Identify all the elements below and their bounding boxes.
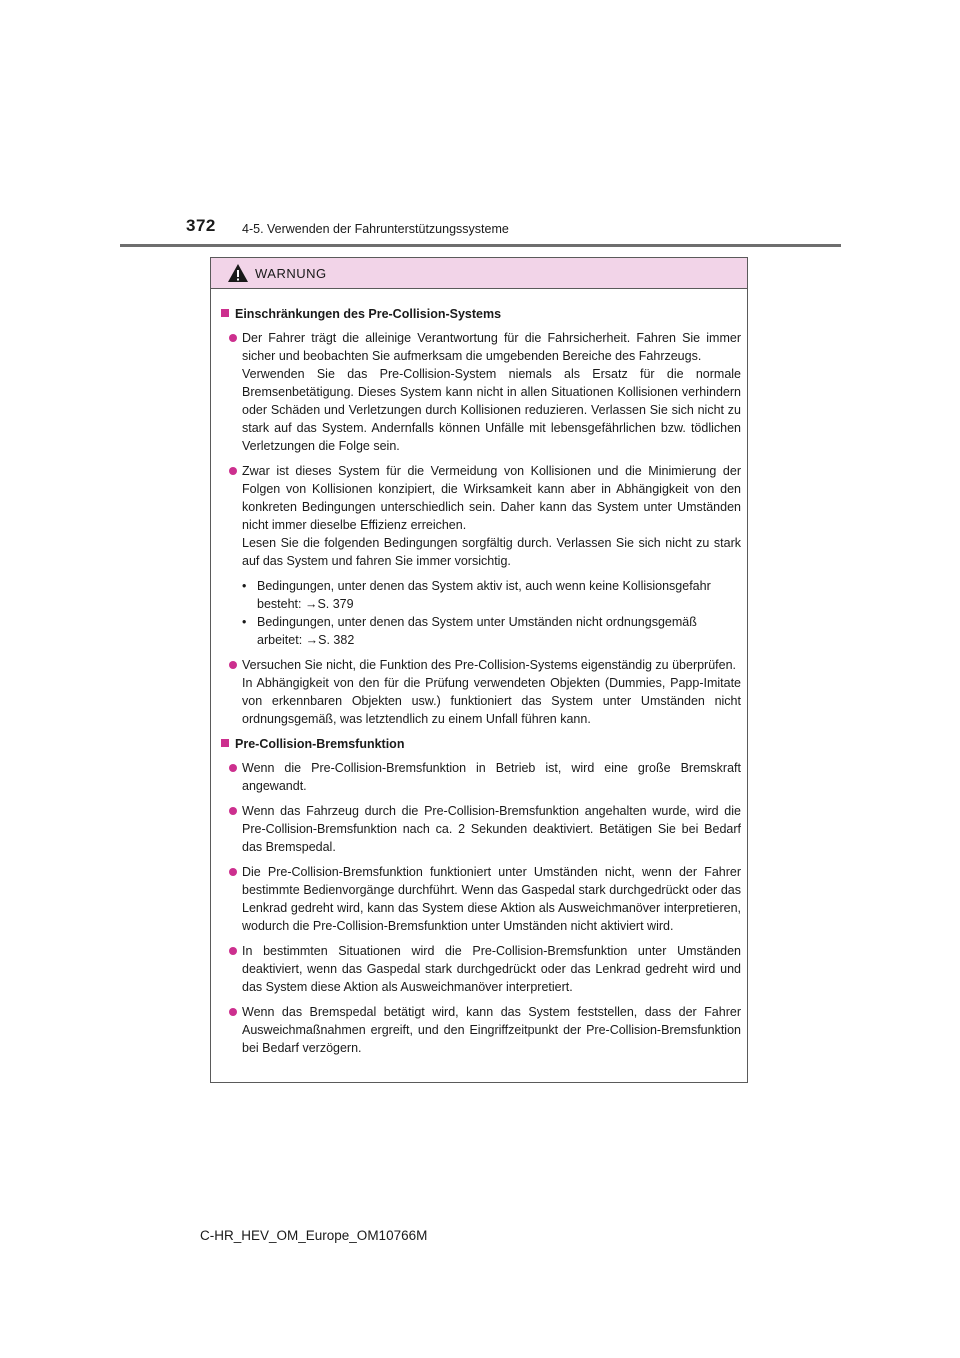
circle-bullet-icon bbox=[229, 807, 237, 815]
list-item bbox=[221, 802, 741, 856]
warning-body bbox=[211, 289, 747, 1057]
paragraph: Die Pre-Collision-Bremsfunktion funktioniert unter Umständen nicht, wenn der Fahrer bestimmte Bedienvorgänge durchführt. Wenn das Gaspedal stark durchgedrückt oder das Lenkrad gedreht wird, kann das System diese Aktion als Ausweichmanöver interpretieren, wodurch die Pre-Collision-Bremsfunktion unter Umständen nicht aktiviert wird. bbox=[242, 865, 741, 933]
circle-bullet-icon bbox=[229, 868, 237, 876]
chapter-title: 4-5. Verwenden der Fahrunterstützungssysteme bbox=[242, 222, 509, 236]
square-bullet-icon bbox=[221, 739, 229, 747]
header-divider bbox=[120, 244, 841, 247]
list-item bbox=[221, 1003, 741, 1057]
sub-list-item bbox=[221, 577, 741, 613]
warning-title: WARNUNG bbox=[255, 265, 327, 281]
section-heading-text: Einschränkungen des Pre-Collision-Systems bbox=[235, 307, 502, 321]
small-bullet-icon: • bbox=[242, 615, 247, 629]
paragraph: Zwar ist dieses System für die Vermeidung von Kollisionen und die Minimierung der Folgen von Kollisionen konzipiert, die Wirksamkeit kann aber in Abhängigkeit von den konkreten Bedingungen unterschiedlich sein. Daher kann das System unter Umständen nicht immer dieselbe Effizienz erreichen. bbox=[242, 464, 741, 532]
paragraph: Der Fahrer trägt die alleinige Verantwortung für die Fahrsicherheit. Fahren Sie immer sicher und beobachten Sie aufmerksam die umgebenden Bereiche des Fahrzeugs. bbox=[242, 331, 741, 363]
warning-box bbox=[210, 257, 748, 1083]
circle-bullet-icon bbox=[229, 764, 237, 772]
paragraph: Wenn das Bremspedal betätigt wird, kann das System feststellen, dass der Fahrer Ausweichmaßnahmen ergreift, und den Eingriffzeitpunkt der Pre-Collision-Bremsfunktion bei Bedarf verzögern. bbox=[242, 1005, 741, 1055]
paragraph: Wenn die Pre-Collision-Bremsfunktion in Betrieb ist, wird eine große Bremskraft angewandt. bbox=[242, 761, 741, 793]
paragraph: In bestimmten Situationen wird die Pre-Collision-Bremsfunktion unter Umständen deaktiviert, wenn das Gaspedal stark durchgedrückt oder das Lenkrad gedreht wird und das System diese Aktion als Ausweichmanöver interpretiert. bbox=[242, 944, 741, 994]
circle-bullet-icon bbox=[229, 334, 237, 342]
section-heading bbox=[221, 735, 741, 753]
circle-bullet-icon bbox=[229, 1008, 237, 1016]
list-item bbox=[221, 656, 741, 728]
sub-item-text: Bedingungen, unter denen das System aktiv ist, auch wenn keine Kollisionsgefahr besteht: →S. 379 bbox=[257, 579, 711, 611]
sub-list-item bbox=[221, 613, 741, 649]
paragraph: In Abhängigkeit von den für die Prüfung verwendeten Objekten (Dummies, Papp-Imitate von erkennbaren Objekten usw.) funktioniert das System unter Umständen nicht ordnungsgemäß, was letztendlich zu einem Unfall führen kann. bbox=[242, 676, 741, 726]
page-number: 372 bbox=[186, 216, 216, 235]
list-item bbox=[221, 863, 741, 935]
list-item bbox=[221, 329, 741, 455]
circle-bullet-icon bbox=[229, 467, 237, 475]
paragraph: Lesen Sie die folgenden Bedingungen sorgfältig durch. Verlassen Sie sich nicht zu stark auf das System und fahren Sie immer vorsichtig. bbox=[242, 536, 741, 568]
list-item bbox=[221, 942, 741, 996]
circle-bullet-icon bbox=[229, 661, 237, 669]
sub-item-text: Bedingungen, unter denen das System unter Umständen nicht ordnungsgemäß arbeitet: →S. 382 bbox=[257, 615, 697, 647]
square-bullet-icon bbox=[221, 309, 229, 317]
warning-triangle-icon bbox=[227, 263, 249, 283]
document-id: C-HR_HEV_OM_Europe_OM10766M bbox=[200, 1228, 428, 1243]
small-bullet-icon: • bbox=[242, 579, 247, 593]
paragraph: Versuchen Sie nicht, die Funktion des Pre-Collision-Systems eigenständig zu überprüfen. bbox=[242, 658, 737, 672]
paragraph: Verwenden Sie das Pre-Collision-System niemals als Ersatz für die normale Bremsenbetätigung. Dieses System kann nicht in allen Situationen Kollisionen verhindern oder Schäden und Verletzungen durch Kollisionen reduzieren. Verlassen Sie sich nicht zu stark auf das System. Andernfalls können Unfälle mit lebensgefährlichen bzw. tödlichen Verletzungen die Folge sein. bbox=[242, 367, 741, 453]
circle-bullet-icon bbox=[229, 947, 237, 955]
paragraph: Wenn das Fahrzeug durch die Pre-Collision-Bremsfunktion angehalten wurde, wird die Pre-Collision-Bremsfunktion nach ca. 2 Sekunden deaktiviert. Betätigen Sie bei Bedarf das Bremspedal. bbox=[242, 804, 741, 854]
warning-header bbox=[211, 258, 747, 289]
section-heading bbox=[221, 305, 741, 323]
section-heading-text: Pre-Collision-Bremsfunktion bbox=[235, 737, 405, 751]
list-item bbox=[221, 462, 741, 570]
list-item bbox=[221, 759, 741, 795]
